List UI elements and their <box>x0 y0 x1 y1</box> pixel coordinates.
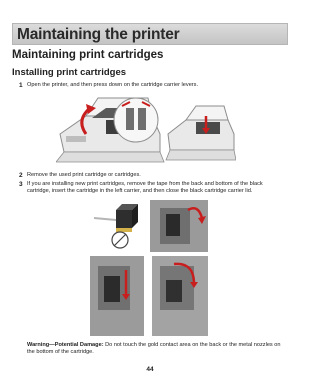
step-text: Remove the used print cartridge or cartridges. <box>27 172 141 178</box>
step-text: Open the printer, and then press down on the cartridge carrier levers. <box>27 82 199 88</box>
section-title: Maintaining print cartridges <box>12 49 164 61</box>
step-number: 1 <box>19 82 23 89</box>
step-number: 3 <box>19 181 23 188</box>
no-touch-icon <box>112 232 128 248</box>
page-number: 44 <box>146 366 154 373</box>
cartridge-carrier-closeup <box>114 98 158 142</box>
step-number: 2 <box>19 172 23 179</box>
cartridge-illustration <box>116 204 138 232</box>
step-text: If you are installing new print cartridges, remove the tape from the back and bottom of the black cartridge, insert the cartridge in the left carrier, and then close the black cartridge carrier lid. <box>27 181 263 195</box>
warning-text: Do not touch the gold contact area on the back or the metal nozzles on the bottom of the cartridge. <box>27 342 281 356</box>
figure-close-lid <box>90 256 208 336</box>
chapter-banner <box>12 23 288 45</box>
figure-remove-tape <box>90 200 208 252</box>
figure-open-printer <box>56 94 236 166</box>
carrier-photo-left <box>90 256 144 336</box>
subsection-title: Installing print cartridges <box>12 67 127 78</box>
carrier-photo-right <box>152 256 208 336</box>
chapter-title: Maintaining the printer <box>17 26 180 43</box>
carrier-photo <box>150 200 208 252</box>
tape-strip <box>94 218 116 220</box>
warning-note <box>27 342 282 357</box>
warning-label: Warning—Potential Damage: <box>27 342 104 348</box>
printer-illustration-right <box>166 106 236 160</box>
